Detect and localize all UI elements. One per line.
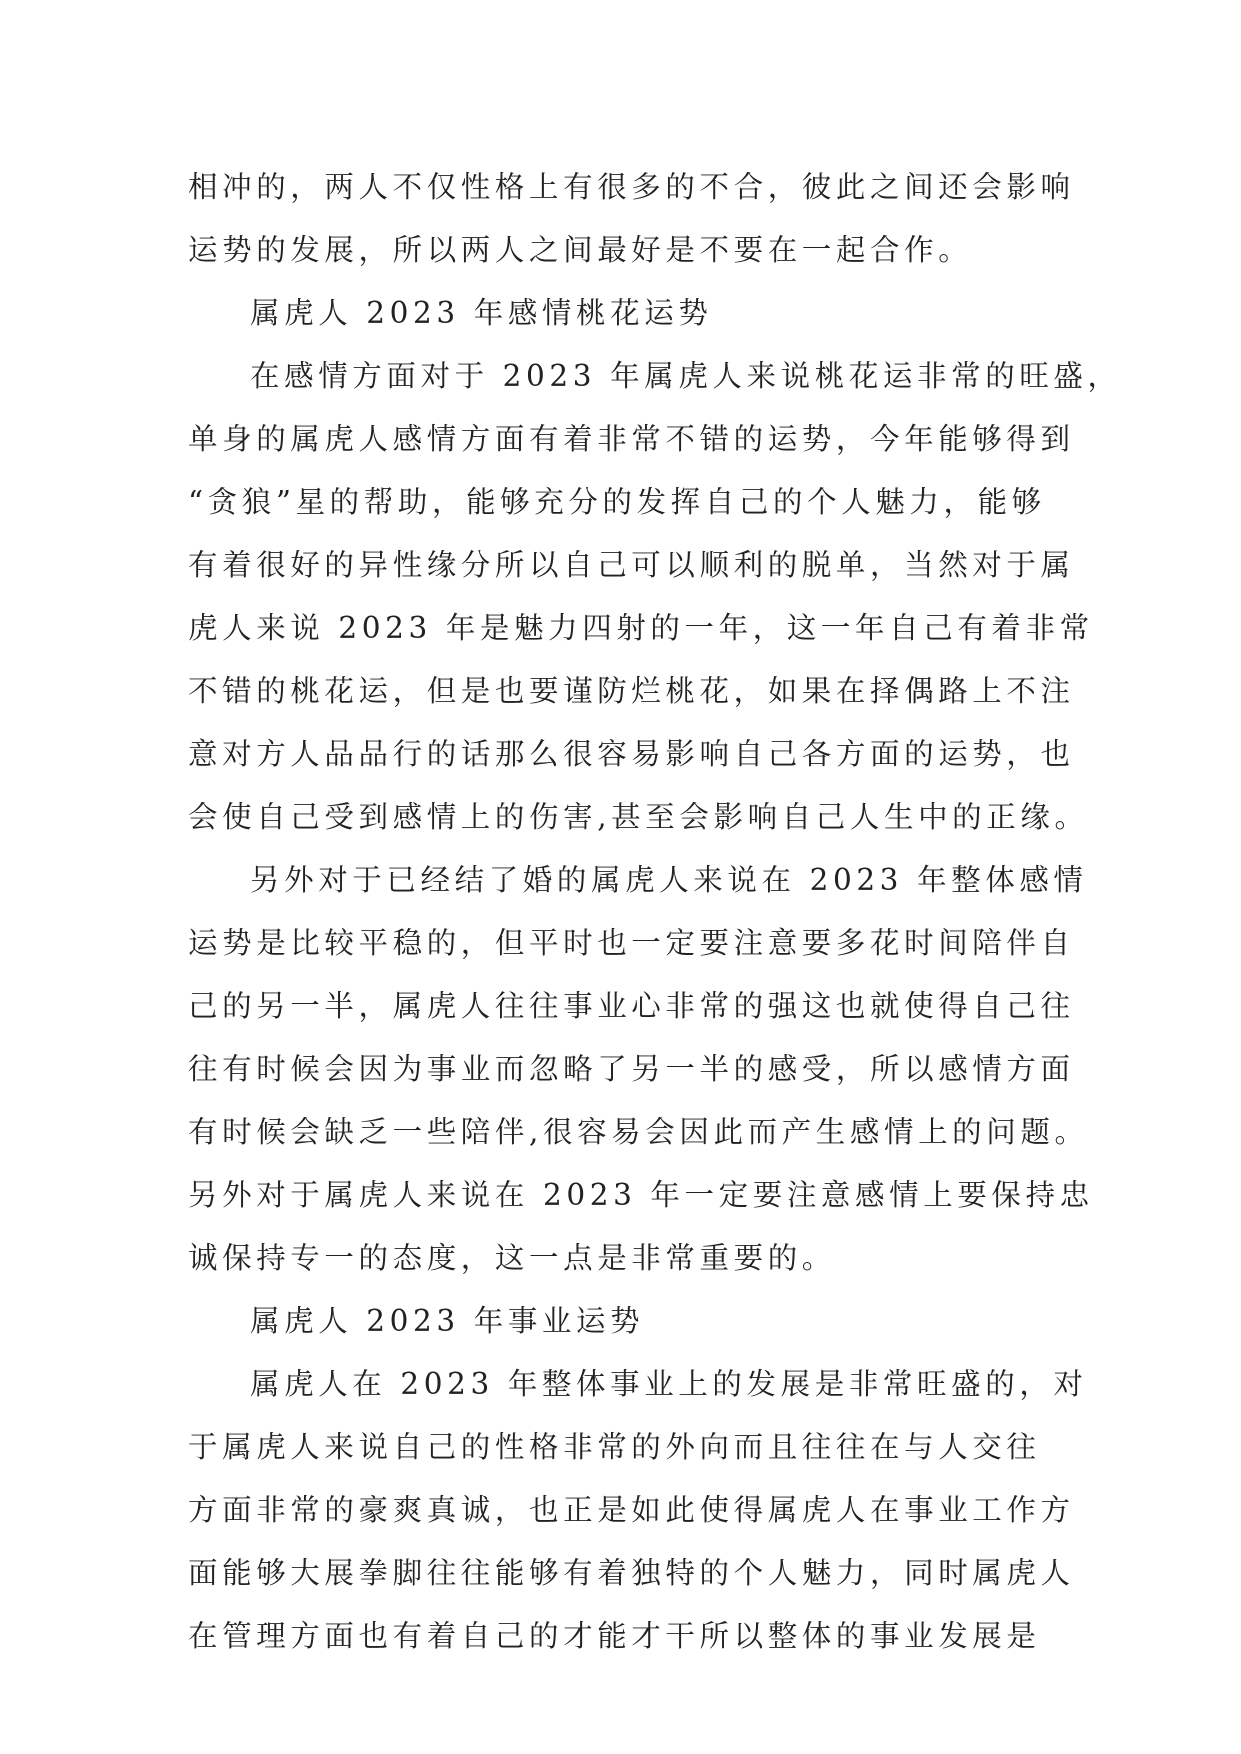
text-line-14: 己的另一半，属虎人往往事业心非常的强这也就使得自己往 (188, 989, 1075, 1023)
text-line-4: 在感情方面对于 2023 年属虎人来说桃花运非常的旺盛， (250, 359, 1122, 393)
text-line-16: 有时候会缺乏一些陪伴,很容易会因此而产生感情上的问题。 (188, 1115, 1089, 1149)
text-line-23: 面能够大展拳脚往往能够有着独特的个人魅力，同时属虎人 (188, 1556, 1075, 1590)
text-line-1: 相冲的，两人不仅性格上有很多的不合，彼此之间还会影响 (188, 170, 1075, 204)
text-line-10: 意对方人品品行的话那么很容易影响自己各方面的运势，也 (188, 737, 1075, 771)
text-line-22: 方面非常的豪爽真诚，也正是如此使得属虎人在事业工作方 (188, 1493, 1075, 1527)
text-line-13: 运势是比较平稳的，但平时也一定要注意要多花时间陪伴自 (188, 926, 1075, 960)
text-line-15: 往有时候会因为事业而忽略了另一半的感受，所以感情方面 (188, 1052, 1075, 1086)
section-heading-career: 属虎人 2023 年事业运势 (250, 1304, 645, 1338)
text-line-6: “贪狼”星的帮助，能够充分的发挥自己的个人魅力，能够 (188, 485, 1046, 519)
text-line-12: 另外对于已经结了婚的属虎人来说在 2023 年整体感情 (250, 863, 1088, 897)
text-line-17: 另外对于属虎人来说在 2023 年一定要注意感情上要保持忠 (188, 1178, 1094, 1212)
text-line-24: 在管理方面也有着自己的才能才干所以整体的事业发展是 (188, 1619, 1041, 1653)
text-line-18: 诚保持专一的态度，这一点是非常重要的。 (188, 1241, 836, 1275)
text-line-2: 运势的发展，所以两人之间最好是不要在一起合作。 (188, 233, 973, 267)
text-line-11: 会使自己受到感情上的伤害,甚至会影响自己人生中的正缘。 (188, 800, 1089, 834)
text-line-21: 于属虎人来说自己的性格非常的外向而且往往在与人交往 (188, 1430, 1041, 1464)
text-line-20: 属虎人在 2023 年整体事业上的发展是非常旺盛的，对 (250, 1367, 1088, 1401)
text-line-9: 不错的桃花运，但是也要谨防烂桃花，如果在择偶路上不注 (188, 674, 1075, 708)
document-body (188, 156, 1122, 1668)
text-line-8: 虎人来说 2023 年是魅力四射的一年，这一年自己有着非常 (188, 611, 1094, 645)
section-heading-romance: 属虎人 2023 年感情桃花运势 (250, 296, 713, 330)
text-line-7: 有着很好的异性缘分所以自己可以顺利的脱单，当然对于属 (188, 548, 1075, 582)
text-line-5: 单身的属虎人感情方面有着非常不错的运势，今年能够得到 (188, 422, 1075, 456)
